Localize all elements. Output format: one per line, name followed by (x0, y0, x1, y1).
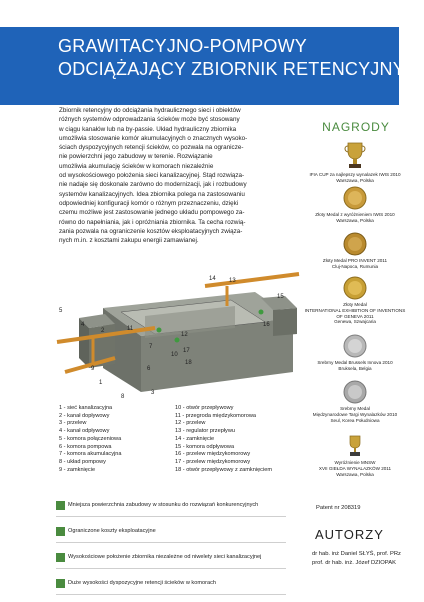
title-band (0, 27, 405, 105)
green-bullet-icon (56, 527, 65, 536)
legend-item: 9 - zamknięcie (59, 466, 96, 473)
legend-left (59, 405, 169, 474)
feature-text: Ograniczone koszty eksploatacyjne (68, 528, 156, 534)
callout-14: 14 (209, 276, 216, 282)
legend-item: 11 - przegroda międzykomorowa (175, 412, 257, 419)
legend-item: 15 - komora odpływowa (175, 443, 235, 450)
award-item (300, 276, 410, 325)
title-line-2: ODCIĄŻAJĄCY ZBIORNIK RETENCYJNY (58, 59, 405, 79)
title-line-1: GRAWITACYJNO-POMPOWY (58, 36, 307, 56)
green-bullet-icon (56, 501, 65, 510)
award-item (300, 186, 410, 224)
silver-medal-icon (343, 380, 367, 404)
award-line: Złoty Medal PRO INVENT 2011 (322, 258, 388, 263)
award-item (300, 334, 410, 372)
award-line: Srebrny Medal Brussels Innova 2010 (317, 360, 393, 365)
intro-line: różnych systemów odprowadzania ścieków może być stosowany (59, 116, 240, 124)
callout-10: 10 (171, 352, 178, 358)
award-line: Seul, Korea Południowa (330, 417, 380, 423)
award-item (300, 434, 410, 477)
award-line: Warszawa, Polska (336, 177, 374, 183)
award-line: Cluj-Napoca, Rumunia (331, 263, 379, 269)
legend-item: 5 - komora połączeniowa (59, 435, 122, 442)
callout-15: 15 (277, 294, 284, 300)
outflow-pipe (205, 274, 299, 286)
silver-medal-icon (343, 334, 367, 358)
intro-line: systemów kanalizacyjnych. Idea zbiornika polega na zastosowaniu (59, 190, 245, 198)
callout-8: 8 (121, 394, 125, 400)
feature-item (56, 550, 286, 569)
cup-trophy-icon (341, 140, 369, 170)
legend-right (175, 405, 315, 474)
author-name: prof. dr hab. inż. Józef DZIOPAK (312, 560, 396, 566)
award-line: Międzynarodowe Targi Wynalazków 2010 (312, 411, 398, 417)
award-line: IFIA CUP za najlepszy wynalazek IWIS 2010 (309, 172, 401, 177)
award-line: Srebrny Medal (340, 406, 370, 411)
intro-line: nych m.in. z kosztami zakupu energii zamawianej. (59, 237, 199, 245)
gold-medal-icon (343, 232, 367, 256)
award-item (300, 232, 410, 270)
intro-line: Zbiornik retencyjny do odciążania hydraulicznego sieci i obiektów (59, 107, 241, 114)
callout-17: 17 (183, 348, 190, 354)
callout-13: 13 (229, 278, 236, 284)
callout-18: 18 (185, 360, 192, 366)
feature-text: Duże wysokości dyspozycyjne retencji ścieków w komorach (68, 580, 216, 586)
intro-line: od wysokościowego położenia sieci kanalizacyjnej. Stąd rozwiąza- (59, 172, 245, 180)
award-line: Bruksela, Belgia (338, 365, 372, 371)
green-bullet-icon (56, 553, 65, 562)
trophy-icon (345, 434, 365, 458)
legend-item: 7 - komora akumulacyjna (59, 451, 122, 458)
callout-2: 2 (101, 328, 105, 334)
award-line: Genewa, Szwajcaria (334, 319, 376, 325)
authors-heading: AUTORZY (315, 527, 384, 542)
feature-item (56, 498, 286, 517)
legend-item: 13 - regulator przepływu (175, 428, 236, 435)
callout-6: 6 (147, 366, 151, 372)
award-line: Złoty Medal z wyróżnieniem IWIS 2010 (315, 212, 395, 217)
feature-item (56, 576, 286, 595)
award-line: Złoty Medal (343, 302, 367, 307)
tank-diagram (55, 272, 305, 402)
legend-item: 17 - przelew międzykomorowy (175, 458, 251, 465)
award-line: OF GENEVA 2011 (336, 313, 374, 319)
legend-item: 6 - komora pompowa (59, 443, 112, 450)
green-marker (175, 338, 180, 343)
legend-item: 2 - kanał dopływowy (59, 412, 110, 419)
intro-line: nie powierzchni jego zabudowy w terenie. Rozwiązanie (59, 153, 213, 161)
award-line: Wyróżnienie MNSW (334, 460, 376, 465)
award-item (300, 380, 410, 423)
legend-item: 14 - zamknięcie (175, 435, 215, 442)
feature-text: Mniejsza powierzchnia zabudowy w stosunku do rozwiązań konkurencyjnych (68, 502, 259, 508)
legend-item: 3 - przelew (59, 420, 87, 427)
legend-item: 12 - przelew (175, 420, 206, 427)
green-marker (259, 310, 264, 315)
green-bullet-icon (56, 579, 65, 588)
award-line: Warszawa, Polska (336, 471, 374, 477)
intro-line: nie nadaje się doskonale zarówno do modernizacji, jak i rozbudowy (59, 181, 247, 189)
intro-line: czemu możliwe jest zastosowanie jednego układu pompowego za- (59, 209, 245, 217)
patent-number: Patent nr 208319 (316, 505, 361, 511)
legend-item: 10 - otwór przepływowy (175, 405, 234, 411)
intro-line: umożliwia akumulację ścieków w komorach niezależnie (59, 162, 214, 170)
intro-line: odpowiedniej konfiguracji komór o różnym przeznaczeniu, dzięki (59, 199, 239, 207)
legend-item: 1 - sieć kanalizacyjna (59, 405, 113, 411)
awards-heading: NAGRODY (322, 120, 390, 134)
gold-medal-icon (343, 186, 367, 210)
callout-11: 11 (127, 326, 134, 332)
legend-item: 16 - przelew międzykomorowy (175, 451, 251, 458)
callout-9: 9 (91, 366, 95, 372)
green-marker (157, 328, 162, 333)
legend-item: 4 - kanał odpływowy (59, 428, 110, 435)
outflow-chamber-side (273, 308, 297, 336)
intro-paragraph (59, 106, 295, 245)
feature-item (56, 524, 286, 543)
award-line: INTERNATIONAL EXHIBITION OF INVENTIONS (304, 307, 406, 313)
authors-list (312, 550, 401, 568)
award-line: Warszawa, Polska (336, 217, 374, 223)
callout-16: 16 (263, 322, 270, 328)
legend-item: 18 - otwór przepływowy z zamknięciem (175, 466, 272, 473)
callout-7: 7 (149, 344, 153, 350)
callout-4: 4 (81, 322, 85, 328)
callout-12: 12 (181, 332, 188, 338)
award-line: XVII GIEŁDA WYNALAZKÓW 2011 (318, 465, 392, 471)
intro-line: równo do napełniania, jak i opróżniania zbiornika. Ta cecha rozwią- (59, 218, 246, 226)
author-name: dr hab. inż Daniel SŁYŚ, prof. PRz (312, 551, 401, 557)
gold-medal-icon (343, 276, 367, 300)
callout-5: 5 (59, 308, 63, 314)
callout-3: 3 (151, 390, 155, 396)
features-list (56, 498, 286, 602)
feature-text: Wysokościowe położenie zbiornika niezależne od niwelety sieci kanalizacyjnej (68, 554, 262, 560)
award-item (300, 140, 410, 184)
intro-line: umożliwia stosowanie komór akumulacyjnych o znacznych wysoko- (59, 134, 248, 142)
intro-line: zania pozwala na ograniczenie kosztów eksploatacyjnych związa- (59, 227, 243, 235)
intro-line: ściach dyspozycyjnych retencji ścieków, co pozwala na ogranicze- (59, 144, 244, 152)
intro-line: w ciągu kanałów lub na by-passie. Układ hydrauliczny zbiornika (59, 125, 237, 133)
legend-item: 8 - układ pompowy (59, 458, 106, 465)
callout-1: 1 (99, 380, 103, 386)
